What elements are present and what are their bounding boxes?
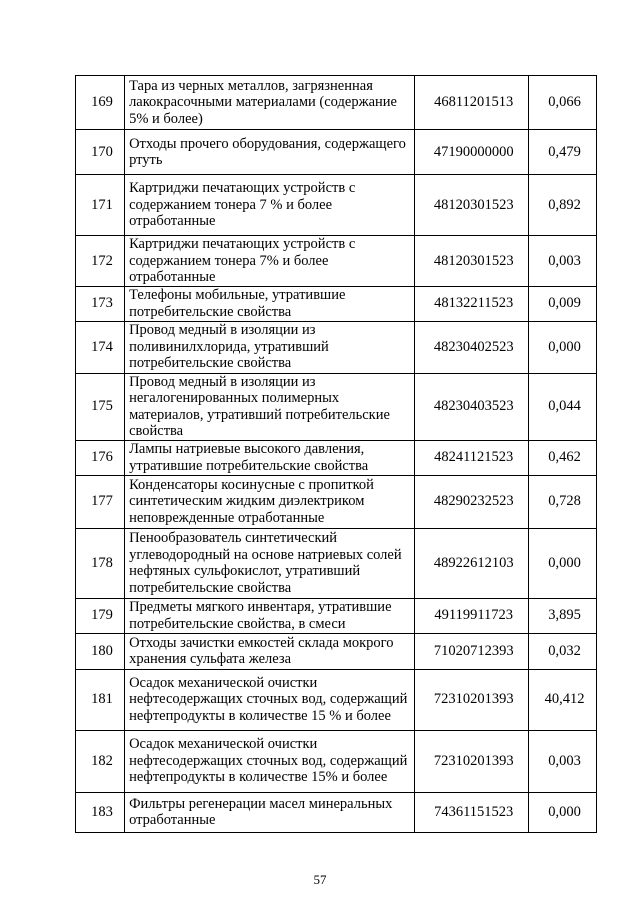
table-row <box>76 373 597 440</box>
row-number: 179 <box>76 598 125 633</box>
waste-code: 74361151523 <box>415 792 529 832</box>
waste-name: Картриджи печатающих устройств с содержанием тонера 7% и более отработанные <box>125 236 415 287</box>
waste-amount: 0,892 <box>529 175 597 236</box>
waste-name: Осадок механической очистки нефтесодержащих сточных вод, содержащий нефтепродукты в количестве 15% и более <box>125 730 415 792</box>
row-number: 181 <box>76 669 125 730</box>
row-number: 171 <box>76 175 125 236</box>
waste-name: Тара из черных металлов, загрязненная лакокрасочными материалами (содержание 5% и более) <box>125 76 415 130</box>
row-number: 183 <box>76 792 125 832</box>
waste-name: Конденсаторы косинусные с пропиткой синтетическим жидким диэлектриком неповрежденные отработанные <box>125 475 415 528</box>
table-row <box>76 475 597 528</box>
table-row <box>76 669 597 730</box>
row-number: 176 <box>76 440 125 475</box>
table-row <box>76 236 597 287</box>
waste-name: Предметы мягкого инвентаря, утратившие потребительские свойства, в смеси <box>125 598 415 633</box>
row-number: 177 <box>76 475 125 528</box>
table-row <box>76 633 597 669</box>
waste-name: Картриджи печатающих устройств с содержанием тонера 7 % и более отработанные <box>125 175 415 236</box>
waste-code: 48132211523 <box>415 286 529 321</box>
waste-code: 46811201513 <box>415 76 529 130</box>
waste-code: 48230402523 <box>415 321 529 373</box>
waste-amount: 40,412 <box>529 669 597 730</box>
waste-amount: 0,000 <box>529 321 597 373</box>
waste-code: 48230403523 <box>415 373 529 440</box>
page-number: 57 <box>313 872 327 887</box>
table-row <box>76 528 597 598</box>
table-row <box>76 130 597 175</box>
waste-name: Отходы прочего оборудования, содержащего ртуть <box>125 130 415 175</box>
waste-code: 48241121523 <box>415 440 529 475</box>
waste-table <box>75 75 597 833</box>
row-number: 174 <box>76 321 125 373</box>
waste-code: 47190000000 <box>415 130 529 175</box>
table-row <box>76 175 597 236</box>
waste-amount: 0,066 <box>529 76 597 130</box>
waste-code: 48120301523 <box>415 175 529 236</box>
waste-name: Отходы зачистки емкостей склада мокрого хранения сульфата железа <box>125 633 415 669</box>
waste-name: Лампы натриевые высокого давления, утратившие потребительские свойства <box>125 440 415 475</box>
waste-code: 48922612103 <box>415 528 529 598</box>
row-number: 178 <box>76 528 125 598</box>
waste-code: 72310201393 <box>415 669 529 730</box>
waste-name: Телефоны мобильные, утратившие потребительские свойства <box>125 286 415 321</box>
row-number: 170 <box>76 130 125 175</box>
waste-code: 72310201393 <box>415 730 529 792</box>
waste-code: 71020712393 <box>415 633 529 669</box>
row-number: 173 <box>76 286 125 321</box>
table-row <box>76 286 597 321</box>
waste-name: Провод медный в изоляции из поливинилхлорида, утративший потребительские свойства <box>125 321 415 373</box>
waste-name: Осадок механической очистки нефтесодержащих сточных вод, содержащий нефтепродукты в количестве 15 % и более <box>125 669 415 730</box>
table-row <box>76 321 597 373</box>
waste-amount: 0,728 <box>529 475 597 528</box>
waste-amount: 0,479 <box>529 130 597 175</box>
waste-amount: 0,003 <box>529 236 597 287</box>
row-number: 180 <box>76 633 125 669</box>
waste-amount: 0,000 <box>529 528 597 598</box>
row-number: 169 <box>76 76 125 130</box>
waste-code: 49119911723 <box>415 598 529 633</box>
waste-amount: 0,044 <box>529 373 597 440</box>
waste-amount: 3,895 <box>529 598 597 633</box>
waste-code: 48290232523 <box>415 475 529 528</box>
waste-amount: 0,032 <box>529 633 597 669</box>
waste-name: Пенообразователь синтетический углеводородный на основе натриевых солей нефтяных сульфокислот, утративший потребительские свойства <box>125 528 415 598</box>
table-row <box>76 598 597 633</box>
row-number: 182 <box>76 730 125 792</box>
waste-amount: 0,003 <box>529 730 597 792</box>
waste-name: Фильтры регенерации масел минеральных отработанные <box>125 792 415 832</box>
waste-amount: 0,009 <box>529 286 597 321</box>
row-number: 175 <box>76 373 125 440</box>
waste-code: 48120301523 <box>415 236 529 287</box>
table-row <box>76 792 597 832</box>
row-number: 172 <box>76 236 125 287</box>
waste-amount: 0,462 <box>529 440 597 475</box>
waste-name: Провод медный в изоляции из негалогенированных полимерных материалов, утративший потребительские свойства <box>125 373 415 440</box>
table-row <box>76 730 597 792</box>
table-row <box>76 440 597 475</box>
table-row <box>76 76 597 130</box>
waste-amount: 0,000 <box>529 792 597 832</box>
